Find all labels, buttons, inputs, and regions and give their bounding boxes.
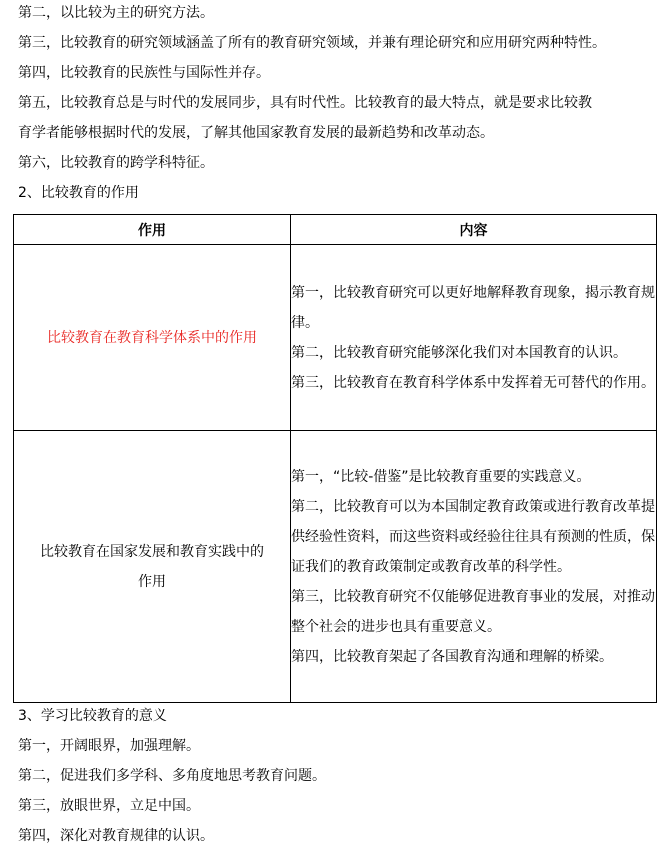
section-heading-3: 3、学习比较教育的意义	[18, 708, 167, 724]
header-role: 作用	[14, 215, 291, 245]
content-item: 第三，比较教育在教育科学体系中发挥着无可替代的作用。	[291, 374, 655, 391]
role-text-line: 作用	[138, 573, 166, 590]
intro-line-2: 第三，比较教育的研究领域涵盖了所有的教育研究领域，并兼有理论研究和应用研究两种特性。	[18, 35, 606, 51]
content-cell	[291, 431, 657, 703]
intro-line-5: 育学者能够根据时代的发展，了解其他国家教育发展的最新趋势和改革动态。	[18, 125, 494, 141]
intro-line-4: 第五，比较教育总是与时代的发展同步，具有时代性。比较教育的最大特点，就是要求比较教	[18, 95, 592, 111]
section-heading-2: 2、比较教育的作用	[18, 185, 139, 201]
outro-line-3: 第三，放眼世界，立足中国。	[18, 798, 200, 814]
outro-line-4: 第四，深化对教育规律的认识。	[18, 828, 214, 844]
content-cell	[291, 245, 657, 431]
content-item: 第三，比较教育研究不仅能够促进教育事业的发展，对推动整个社会的进步也具有重要意义。	[291, 588, 655, 635]
content-item: 第四，比较教育架起了各国教育沟通和理解的桥梁。	[291, 648, 613, 665]
table-row	[14, 245, 657, 431]
intro-line-1: 第二，以比较为主的研究方法。	[18, 5, 214, 21]
intro-line-3: 第四，比较教育的民族性与国际性并存。	[18, 65, 270, 81]
role-text-line: 比较教育在国家发展和教育实践中的	[40, 543, 264, 560]
role-cell	[14, 431, 291, 703]
outro-line-1: 第一，开阔眼界，加强理解。	[18, 738, 200, 754]
content-item: 第一，“比较-借鉴”是比较教育重要的实践意义。	[291, 468, 591, 485]
role-cell	[14, 245, 291, 431]
content-item: 第二，比较教育研究能够深化我们对本国教育的认识。	[291, 344, 627, 361]
content-item: 第一，比较教育研究可以更好地解释教育现象，揭示教育规律。	[291, 284, 655, 331]
role-text: 比较教育在教育科学体系中的作用	[47, 329, 257, 346]
table-header-row	[14, 215, 657, 245]
outro-line-2: 第二，促进我们多学科、多角度地思考教育问题。	[18, 768, 326, 784]
table-row	[14, 431, 657, 703]
role-table	[13, 214, 657, 703]
header-content: 内容	[291, 215, 657, 245]
content-item: 第二，比较教育可以为本国制定教育政策或进行教育改革提供经验性资料，而这些资料或经验往往具有预测的性质，保证我们的教育政策制定或教育改革的科学性。	[291, 498, 655, 575]
intro-line-6: 第六，比较教育的跨学科特征。	[18, 155, 214, 171]
